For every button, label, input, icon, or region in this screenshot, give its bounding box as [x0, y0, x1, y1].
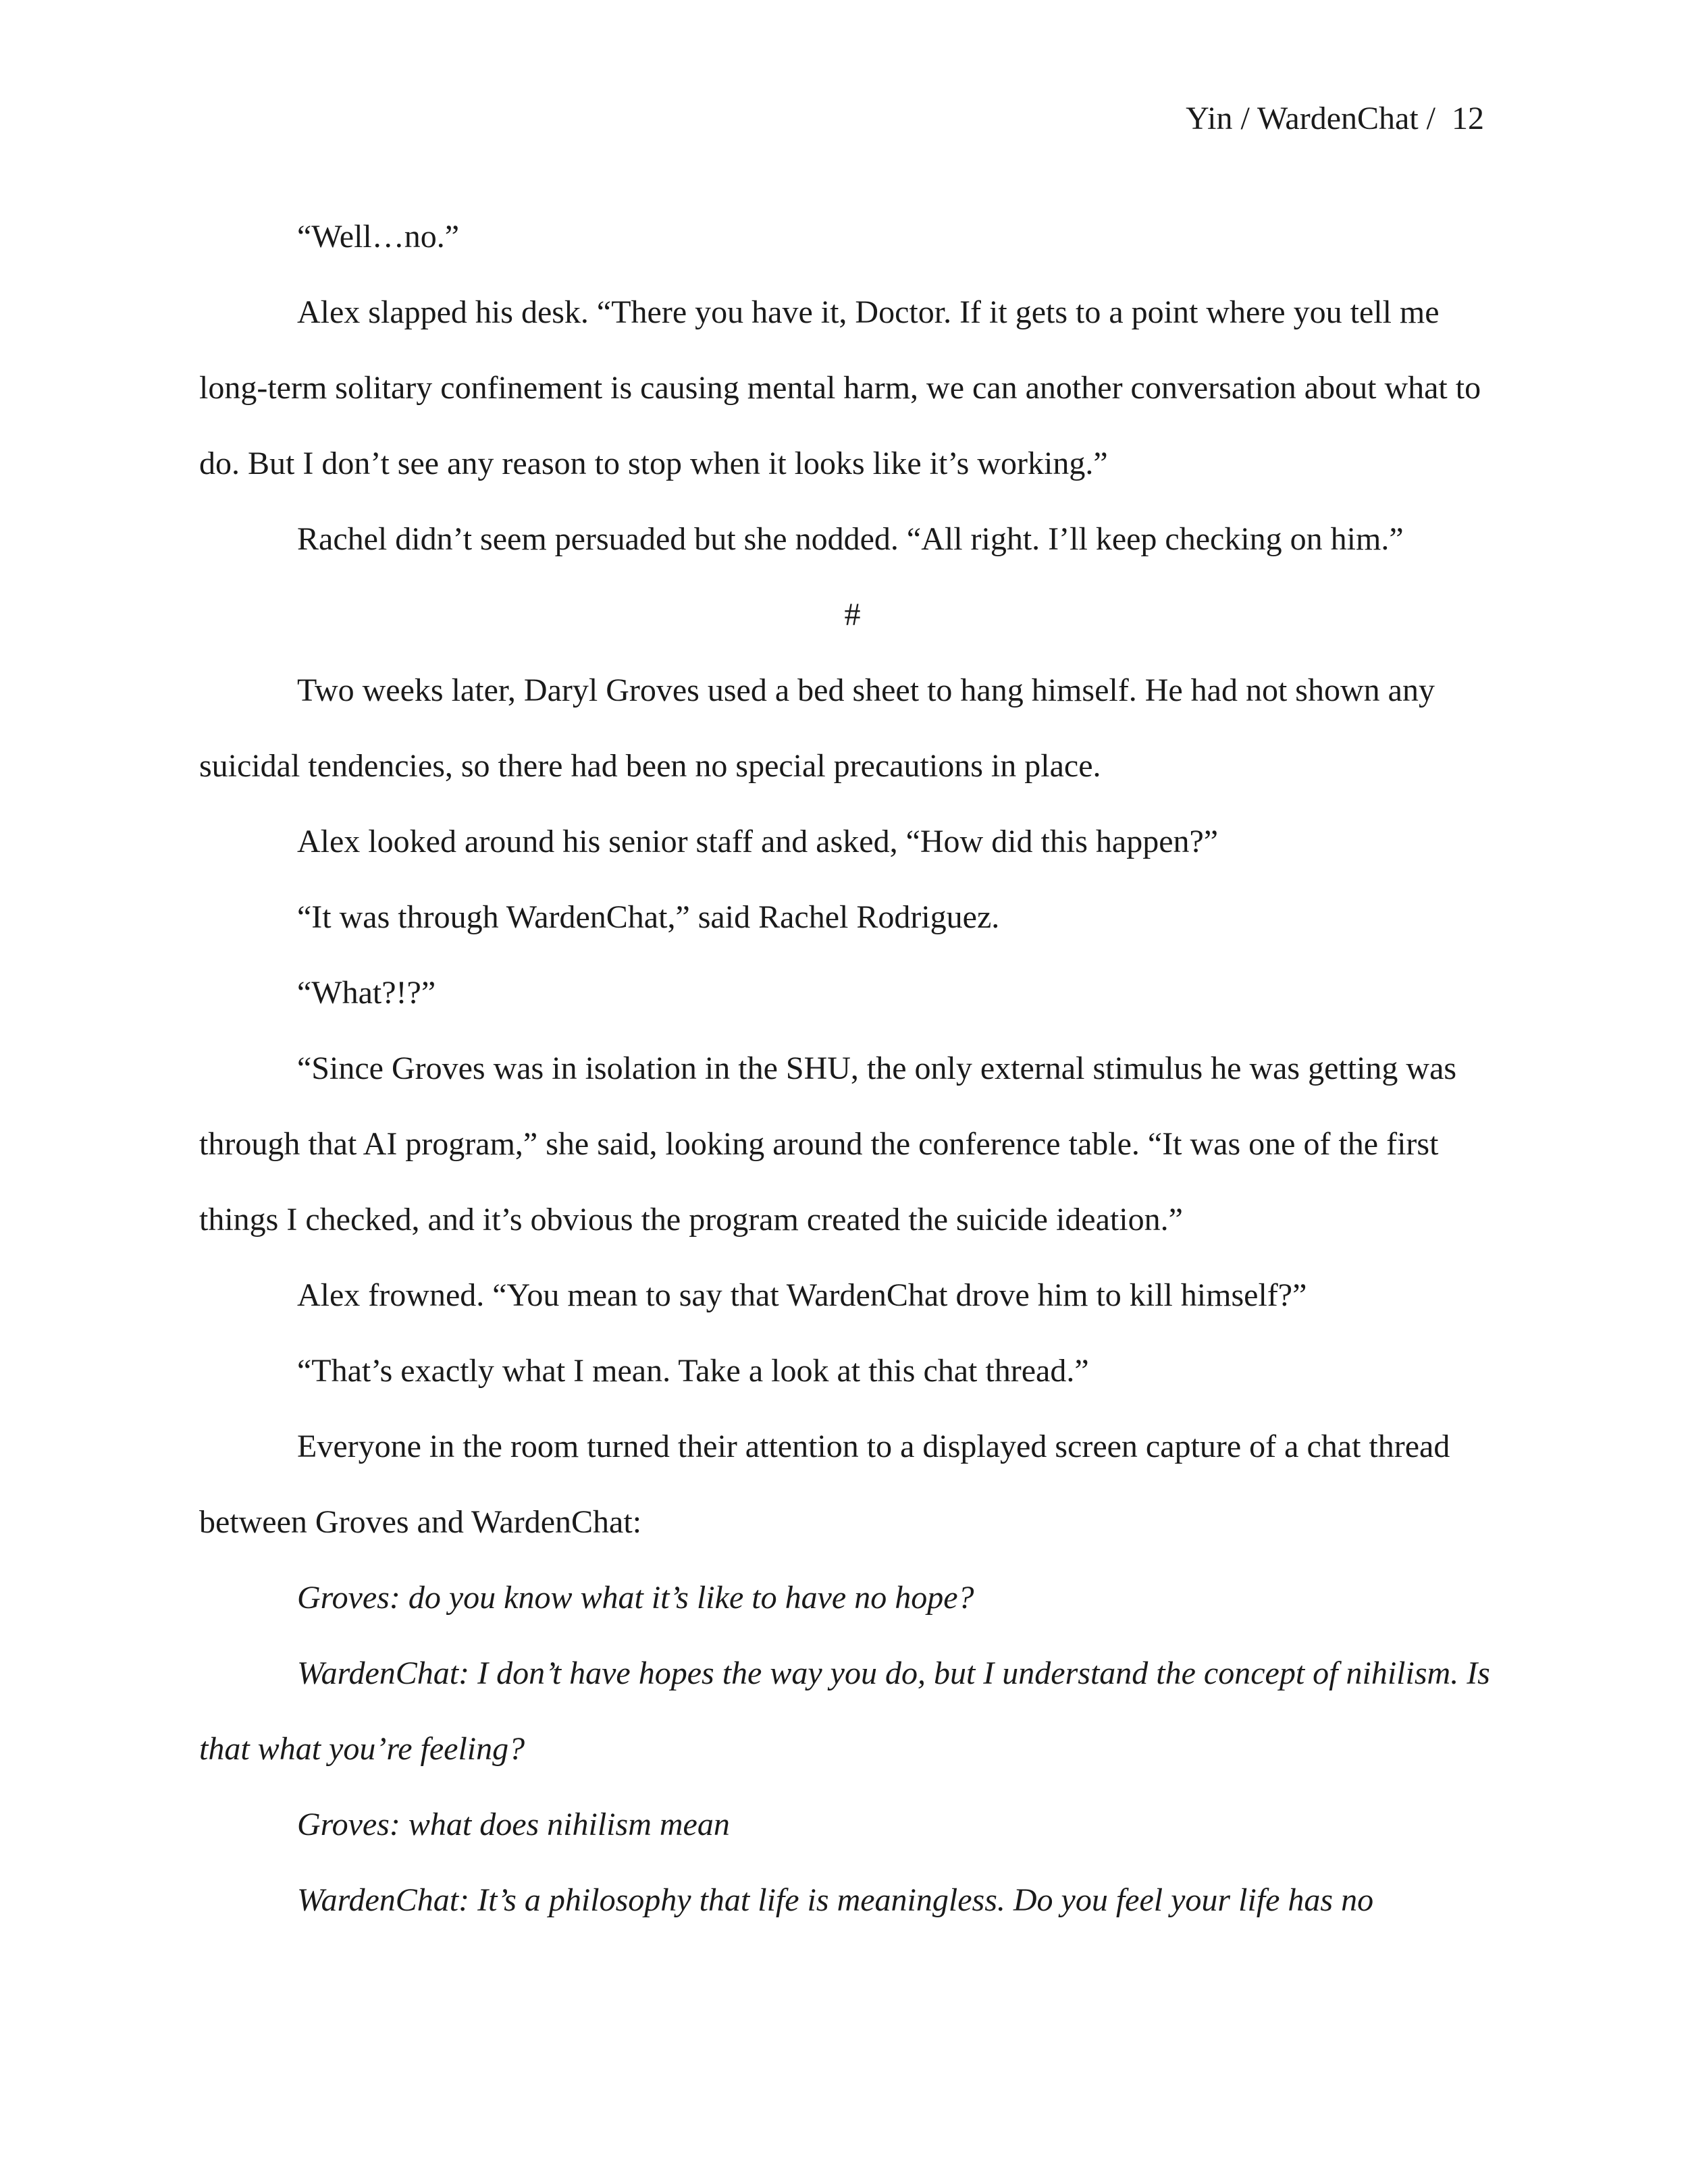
- paragraph: “It was through WardenChat,” said Rachel Rodriguez.: [297, 899, 1000, 935]
- paragraph: Alex slapped his desk. “There you have it, Doctor. If it gets to a point where you tell me long-term solitary confinement is causing mental harm, we can another conversation about what to do. But I don’t see any reason to stop when it looks like it’s working.”: [199, 294, 1481, 481]
- scene-break: #: [844, 597, 861, 633]
- paragraph: “Since Groves was in isolation in the SHU, the only external stimulus he was getting was through that AI program,” she said, looking around the conference table. “It was one of the first things I checked, and it’s obvious the program created the suicide ideation.”: [199, 1050, 1457, 1237]
- chat-line: Groves: do you know what it’s like to have no hope?: [297, 1580, 974, 1616]
- chat-line: WardenChat: I don’t have hopes the way you do, but I understand the concept of nihilism. Is that what you’re feeling?: [199, 1655, 1490, 1767]
- paragraph: “What?!?”: [297, 975, 436, 1011]
- paragraph: Rachel didn’t seem persuaded but she nodded. “All right. I’ll keep checking on him.”: [297, 521, 1404, 557]
- chat-line: Groves: what does nihilism mean: [297, 1807, 730, 1842]
- running-head: Yin / WardenChat / 12: [1186, 101, 1484, 136]
- chat-line: WardenChat: It’s a philosophy that life is meaningless. Do you feel your life has no: [297, 1882, 1374, 1918]
- manuscript-body: [199, 199, 1506, 1938]
- paragraph: Alex looked around his senior staff and asked, “How did this happen?”: [297, 824, 1219, 859]
- paragraph: Two weeks later, Daryl Groves used a bed sheet to hang himself. He had not shown any suicidal tendencies, so there had been no special precautions in place.: [199, 672, 1435, 784]
- paragraph: Alex frowned. “You mean to say that WardenChat drove him to kill himself?”: [297, 1277, 1307, 1313]
- paragraph: Everyone in the room turned their attention to a displayed screen capture of a chat thread between Groves and WardenChat:: [199, 1429, 1450, 1540]
- paragraph: “That’s exactly what I mean. Take a look at this chat thread.”: [297, 1353, 1089, 1389]
- paragraph: “Well…no.”: [297, 219, 460, 255]
